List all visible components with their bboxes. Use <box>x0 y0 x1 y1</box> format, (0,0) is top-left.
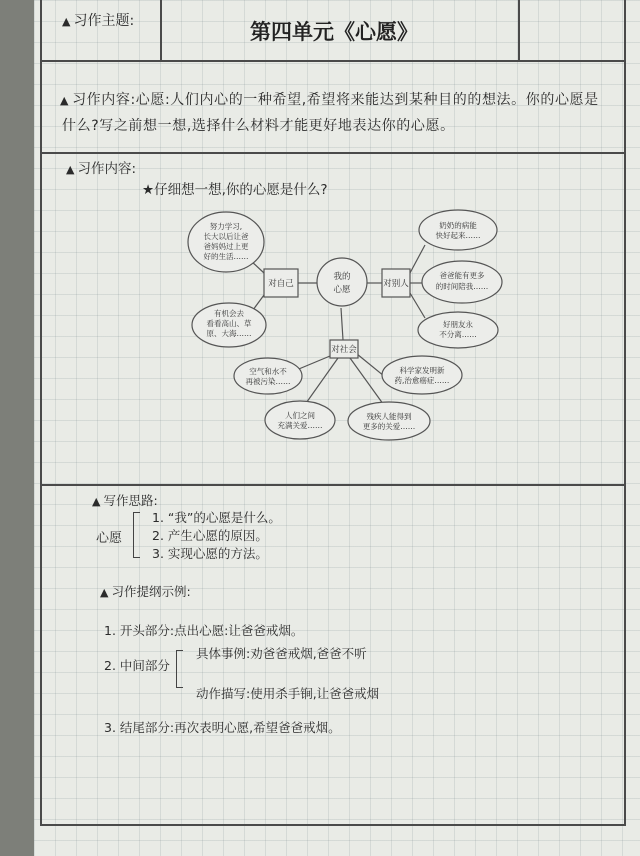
center-label-1: 我的 <box>333 272 351 282</box>
triangle-icon: ▲ <box>62 15 71 28</box>
bubble-scientist <box>382 356 462 394</box>
content-question: ★仔细想一想,你的心愿是什么? <box>142 182 328 198</box>
center-label-2: 心愿 <box>333 285 351 295</box>
bubble-text: 快好起来…… <box>435 231 481 240</box>
idea-item-1: 1. “我”的心愿是什么。 <box>152 510 281 525</box>
bubble-text: 更多的关爱…… <box>362 422 416 431</box>
bubble-text: 爸妈妈过上更 <box>203 242 249 251</box>
bubble-text: 药,治愈癌症…… <box>394 376 450 385</box>
bubble-text: 充满关爱…… <box>277 421 323 430</box>
bubble-air <box>234 358 302 394</box>
bubble-love <box>265 401 335 439</box>
others-label: 对别人 <box>383 279 409 289</box>
bubble-disabled <box>348 402 430 440</box>
idea-item-3: 3. 实现心愿的方法。 <box>152 546 268 561</box>
content-label: 习作内容: <box>77 161 137 177</box>
bubble-text: 人们之间 <box>285 411 315 420</box>
bubble-grandma <box>419 210 497 250</box>
bubble-text: 努力学习, <box>209 222 243 231</box>
topic-label: 习作主题: <box>73 13 135 29</box>
bubble-text: 长大以后让爸 <box>203 232 249 241</box>
outline-part-3: 3. 结尾部分:再次表明心愿,希望爸爸戒烟。 <box>104 720 341 735</box>
outline-label-row <box>100 582 191 600</box>
self-label: 对自己 <box>268 279 294 289</box>
bubble-text: 看看高山、草 <box>206 319 252 328</box>
triangle-icon: ▲ <box>100 586 109 599</box>
bubble-text: 的时间陪我…… <box>435 282 489 291</box>
outline-part-2: 2. 中间部分 <box>104 658 170 673</box>
ideas-label-row <box>92 491 158 509</box>
bubble-text: 残疾人能得到 <box>366 412 412 421</box>
divider <box>40 484 626 486</box>
bubble-text: 爸爸能有更多 <box>439 271 485 280</box>
outline-label: 习作提纲示例: <box>111 584 191 599</box>
bubble-text: 空气和水不 <box>249 367 287 376</box>
bubble-text: 好的生活…… <box>203 252 249 261</box>
intro-text-2: 什么?写之前想一想,选择什么材料才能更好地表达你的心愿。 <box>62 118 455 134</box>
bubble-text: 再被污染…… <box>245 377 291 386</box>
idea-item-2: 2. 产生心愿的原因。 <box>152 528 268 543</box>
triangle-icon: ▲ <box>60 94 70 107</box>
center-node <box>317 258 367 306</box>
bubble-text: 不分离…… <box>439 330 477 339</box>
triangle-icon: ▲ <box>92 495 101 508</box>
page-title: 第四单元《心愿》 <box>250 19 418 44</box>
bubble-text: 好朋友永 <box>443 320 473 329</box>
society-label: 对社会 <box>331 345 357 355</box>
bubble-text: 有机会去 <box>214 309 244 318</box>
bubble-text: 奶奶的病能 <box>439 221 477 230</box>
ideas-label: 写作思路: <box>103 493 158 508</box>
outline-part-1: 1. 开头部分:点出心愿:让爸爸戒烟。 <box>104 623 304 638</box>
intro-label: 习作内容: <box>72 92 136 108</box>
ideas-root: 心愿 <box>96 531 123 546</box>
brace-icon <box>133 512 140 558</box>
bubble-text: 科学家发明新 <box>399 366 445 375</box>
triangle-icon: ▲ <box>66 163 75 176</box>
bubble-text: 原、大海…… <box>206 329 252 338</box>
outline-part-2a: 具体事例:劝爸爸戒烟,爸爸不听 <box>196 646 367 661</box>
brace-icon <box>176 650 183 688</box>
intro-text-1: 心愿:人们内心的一种希望,希望将来能达到某种目的的想法。你的心愿是 <box>135 92 599 108</box>
outline-part-2b: 动作描写:使用杀手锏,让爸爸戒烟 <box>196 686 380 701</box>
